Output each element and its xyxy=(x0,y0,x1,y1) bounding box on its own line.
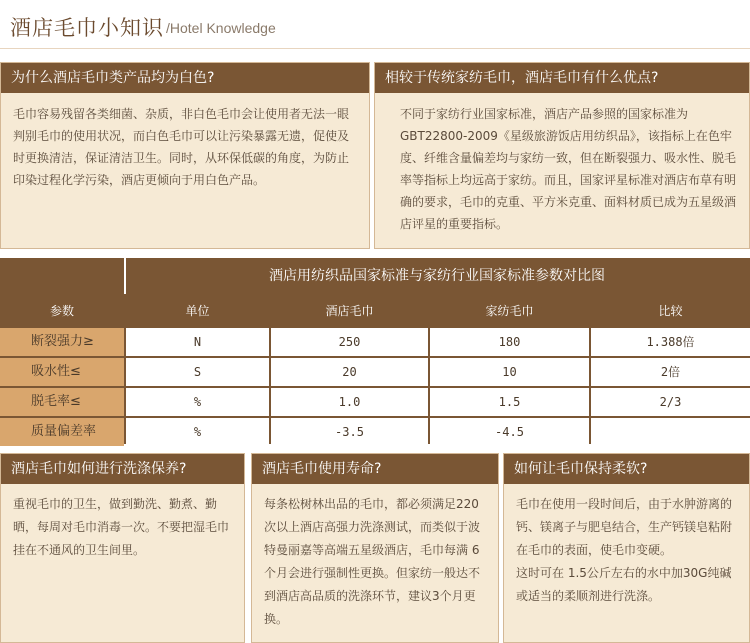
why-white-panel xyxy=(0,62,370,249)
softness-heading: 如何让毛巾保持柔软? xyxy=(504,454,749,484)
softness-panel xyxy=(503,453,750,643)
header-divider xyxy=(0,48,750,49)
table-row-label: 质量偏差率 xyxy=(0,418,124,446)
table-cell: -4.5 xyxy=(430,418,589,446)
table-header-param: 参数 xyxy=(0,296,124,326)
table-row-label: 断裂强力≥ xyxy=(0,328,124,356)
lifespan-panel xyxy=(251,453,499,643)
table-row-label: 吸水性≤ xyxy=(0,358,124,386)
softness-body: 毛巾在使用一段时间后，由于水肿游离的钙、镁离子与肥皂结合，生产钙镁皂粘附在毛巾的表面，使毛巾变硬。 这时可在 1.5公斤左右的水中加30G纯碱或适当的柔顺剂进行洗涤。 xyxy=(516,497,733,603)
table-cell: 250 xyxy=(271,328,428,356)
table-corner xyxy=(0,258,124,294)
page-title: 酒店毛巾小知识 xyxy=(10,16,164,40)
table-cell: 10 xyxy=(430,358,589,386)
wash-panel xyxy=(0,453,245,643)
wash-heading: 酒店毛巾如何进行洗涤保养? xyxy=(1,454,244,484)
advantages-body: 不同于家纺行业国家标准，酒店产品参照的国家标准为GBT22800-2009《星级旅游饭店用纺织品》，该指标上在色牢度、纤维含量偏差均与家纺一致，但在断裂强力、吸水性、脱毛率等指标上均远高于家纺。而且，国家评星标准对酒店布草有明确的要求，毛巾的克重、平方米克重、面料材质已成为五星级酒店评星的重要指标。 xyxy=(400,107,737,231)
lifespan-body: 每条松树林出品的毛巾，都必须满足220次以上酒店高强力洗涤测试，而类似于波特曼丽嘉等高端五星级酒店，毛巾每满 6个月会进行强制性更换。但家纺一般达不到酒店高品质的洗涤环节，建议3个月更换。 xyxy=(264,497,481,626)
table-cell: 20 xyxy=(271,358,428,386)
why-white-heading: 为什么酒店毛巾类产品均为白色? xyxy=(1,63,369,93)
table-cell: 180 xyxy=(430,328,589,356)
table-cell: N xyxy=(126,328,269,356)
table-cell: 2/3 xyxy=(591,388,750,416)
table-header-unit: 单位 xyxy=(126,296,269,326)
table-cell: % xyxy=(126,388,269,416)
page-header xyxy=(0,0,750,50)
advantages-panel xyxy=(374,62,750,249)
table-cell: 1.5 xyxy=(430,388,589,416)
table-cell: 2倍 xyxy=(591,358,750,386)
table-cell: 1.0 xyxy=(271,388,428,416)
table-title: 酒店用纺织品国家标准与家纺行业国家标准参数对比图 xyxy=(269,268,605,284)
advantages-heading: 相较于传统家纺毛巾，酒店毛巾有什么优点? xyxy=(375,63,749,93)
table-cell: 1.388倍 xyxy=(591,328,750,356)
comparison-table xyxy=(0,258,750,444)
table-header-home: 家纺毛巾 xyxy=(430,296,589,326)
lifespan-heading: 酒店毛巾使用寿命? xyxy=(252,454,498,484)
wash-body: 重视毛巾的卫生，做到勤洗、勤煮、勤晒，每周对毛巾消毒一次。不要把湿毛巾挂在不通风的卫生间里。 xyxy=(13,497,230,557)
table-cell: -3.5 xyxy=(271,418,428,446)
why-white-body: 毛巾容易残留各类细菌、杂质，非白色毛巾会让使用者无法一眼判别毛巾的使用状况，而白色毛巾可以让污染暴露无遗，促使及时更换清洁，保证清洁卫生。同时，从环保低碳的角度，为防止印染过程化学污染，酒店更倾向于用白色产品。 xyxy=(13,107,350,187)
table-cell xyxy=(591,418,750,446)
page-subtitle: /Hotel Knowledge xyxy=(166,20,276,36)
table-cell: S xyxy=(126,358,269,386)
table-header-hotel: 酒店毛巾 xyxy=(271,296,428,326)
table-header-compare: 比较 xyxy=(591,296,750,326)
table-row-label: 脱毛率≤ xyxy=(0,388,124,416)
table-cell: % xyxy=(126,418,269,446)
